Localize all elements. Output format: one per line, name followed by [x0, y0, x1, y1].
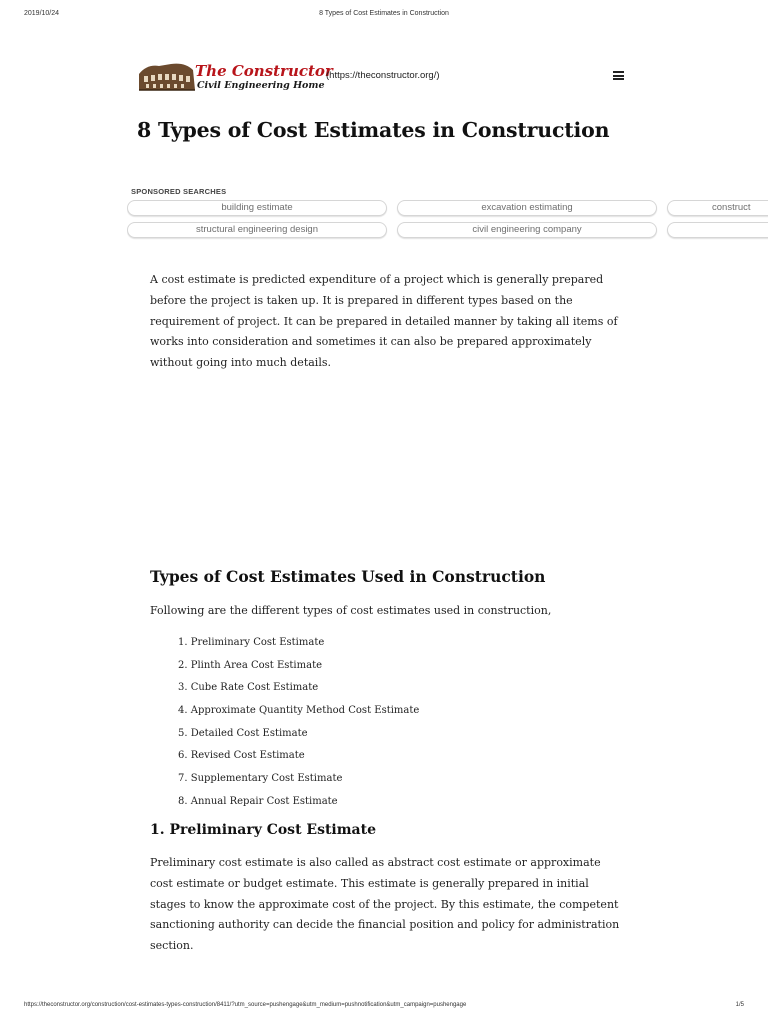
logo-subtitle: Civil Engineering Home: [197, 80, 325, 91]
sponsored-link[interactable]: construct: [667, 200, 768, 216]
print-header: [0, 10, 768, 22]
sponsored-link[interactable]: excavation estimating: [397, 200, 657, 216]
list-item: 8. Annual Repair Cost Estimate: [178, 795, 338, 807]
sponsored-searches-label: SPONSORED SEARCHES: [131, 187, 227, 196]
footer-url: https://theconstructor.org/construction/cost-estimates-types-construction/8411/?utm_source=pushengage&utm_medium=pushnotification&utm_campaign=pushengage: [24, 1002, 467, 1008]
page-title: 8 Types of Cost Estimates in Construction: [137, 118, 610, 142]
logo-title[interactable]: The Constructor: [195, 62, 333, 80]
colosseum-logo-icon[interactable]: [137, 60, 197, 92]
section-heading: Types of Cost Estimates Used in Construction: [150, 567, 546, 586]
page-number: 1/5: [735, 1002, 744, 1008]
list-item: 4. Approximate Quantity Method Cost Estimate: [178, 705, 420, 717]
site-header: [137, 58, 637, 98]
sponsored-link[interactable]: civil engineering company: [397, 222, 657, 238]
list-item: 2. Plinth Area Cost Estimate: [178, 659, 323, 671]
hamburger-menu-icon[interactable]: [613, 71, 624, 80]
site-url-link[interactable]: (https://theconstructor.org/): [326, 70, 440, 81]
print-date: 2019/10/24: [24, 10, 60, 17]
list-item: 3. Cube Rate Cost Estimate: [178, 682, 319, 694]
sponsored-link[interactable]: building estimate: [127, 200, 387, 216]
estimate-types-list: [178, 633, 419, 815]
subsection-paragraph: Preliminary cost estimate is also called as abstract cost estimate or approximate cost estimate or budget estimate. This estimate is generally prepared in initial stages to know the approximate cost of the project. By this estimate, the competent sanctioning authority can decide the financial position and policy for administration section.: [150, 856, 620, 953]
list-item: 5. Detailed Cost Estimate: [178, 727, 308, 739]
sponsored-link[interactable]: structural engineering design: [127, 222, 387, 238]
list-item: 1. Preliminary Cost Estimate: [178, 637, 325, 648]
sponsored-link[interactable]: [667, 222, 768, 238]
list-item: 7. Supplementary Cost Estimate: [178, 773, 343, 785]
print-title: 8 Types of Cost Estimates in Construction: [319, 10, 449, 17]
sponsored-searches: [127, 199, 768, 241]
print-footer: [0, 1002, 768, 1014]
section-lead: Following are the different types of cost estimates used in construction,: [150, 604, 552, 617]
intro-paragraph: A cost estimate is predicted expenditure of a project which is generally prepared before the project is taken up. It is prepared in different types based on the requirement of project. It can be prepared in detailed manner by taking all items of works into consideration and sometimes it can also be prepared approximately without going into much details.: [150, 273, 618, 370]
subsection-heading: 1. Preliminary Cost Estimate: [150, 822, 377, 838]
list-item: 6. Revised Cost Estimate: [178, 750, 305, 762]
